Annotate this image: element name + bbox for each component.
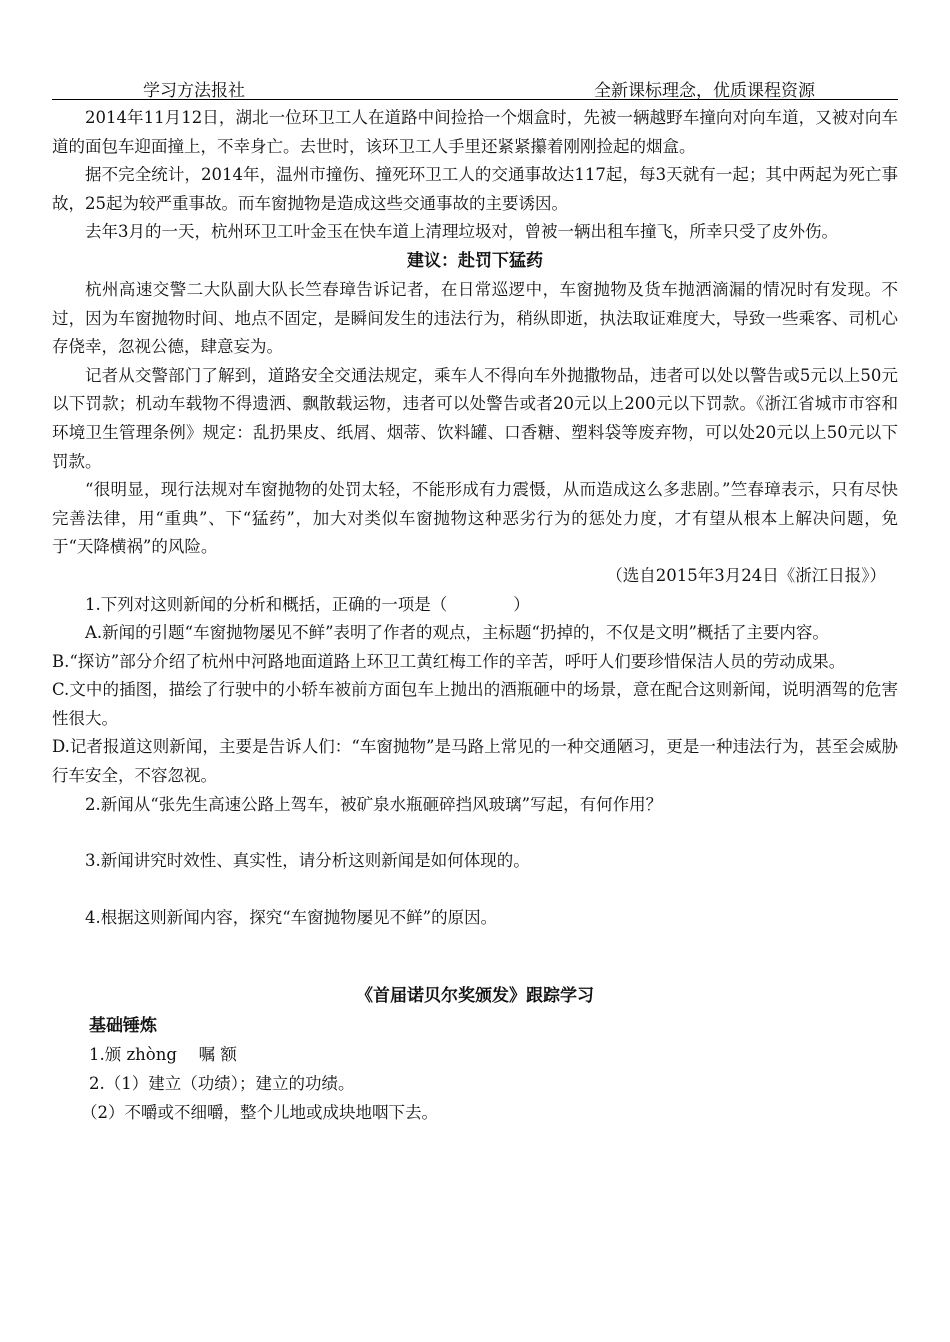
paragraph: 去年3月的一天，杭州环卫工叶金玉在快车道上清理垃圾对，曾被一辆出租车撞飞，所幸只受了皮外伤。 — [85, 222, 838, 242]
question-1-option-c: C.文中的插图，描绘了行驶中的小轿车被前方面包车上抛出的酒瓶砸中的场景，意在配合这则新闻，说明酒驾的危害性很大。 — [52, 680, 898, 728]
paragraph: 杭州高速交警二大队副大队长竺春璋告诉记者，在日常巡逻中，车窗抛物及货车抛洒滴漏的情况时有发现。不过，因为车窗抛物时间、地点不固定，是瞬间发生的违法行为，稍纵即逝，执法取证难度大，导致一些乘客、司机心存侥幸，忽视公德，肆意妄为。 — [52, 279, 898, 357]
answer-2-1: 2.（1）建立（功绩）；建立的功绩。 — [89, 1074, 355, 1094]
question-4: 4.根据这则新闻内容，探究“车窗抛物屡见不鲜”的原因。 — [85, 907, 498, 927]
source-citation: （选自2015年3月24日《浙江日报》） — [606, 565, 886, 585]
header-left-text: 学习方法报社 — [143, 81, 245, 101]
page-content — [52, 104, 898, 1127]
paragraph: 记者从交警部门了解到，道路安全交通法规定，乘车人不得向车外抛撒物品，违者可以处以警告或5元以上50元以下罚款；机动车载物不得遗洒、飘散载运物，违者可以处警告或者20元以上200元以下罚款。《浙江省城市市容和环境卫生管理条例》规定：乱扔果皮、纸屑、烟蒂、饮料罐、口香糖、塑料袋等废弃物，可以处20元以上50元以下罚款。 — [52, 365, 898, 471]
answer-2-2: （2）不嚼或不细嚼，整个儿地或成块地咽下去。 — [81, 1102, 438, 1122]
tracking-subtitle: 基础锤炼 — [89, 1016, 157, 1037]
paragraph: “很明显，现行法规对车窗抛物的处罚太轻，不能形成有力震慑，从而造成这么多悲剧。”竺春璋表示，只有尽快完善法律，用“重典”、下“猛药”，加大对类似车窗抛物这种恶劣行为的惩处力度，才有望从根本上解决问题，免于“天降横祸”的风险。 — [52, 480, 898, 557]
question-1-option-b: B.“探访”部分介绍了杭州中河路地面道路上环卫工黄红梅工作的辛苦，呼吁人们要珍惜保洁人员的劳动成果。 — [52, 651, 846, 671]
question-1-option-d: D.记者报道这则新闻，主要是告诉人们：“车窗抛物”是马路上常见的一种交通陋习，更是一种违法行为，甚至会威胁行车安全，不容忽视。 — [52, 737, 898, 786]
question-3: 3.新闻讲究时效性、真实性，请分析这则新闻是如何体现的。 — [85, 851, 530, 871]
answer-1: 1.颁 zhòng 嘱 额 — [89, 1045, 237, 1065]
header-rule — [52, 99, 898, 100]
paragraph: 2014年11月12日，湖北一位环卫工人在道路中间捡拾一个烟盒时，先被一辆越野车撞向对向车道，又被对向车道的面包车迎面撞上，不幸身亡。去世时，该环卫工人手里还紧紧攥着刚刚捡起的烟盒。 — [52, 108, 898, 156]
question-2: 2.新闻从“张先生高速公路上驾车，被矿泉水瓶砸碎挡风玻璃”写起，有何作用？ — [85, 794, 663, 814]
tracking-title: 《首届诺贝尔奖颁发》跟踪学习 — [356, 986, 594, 1007]
section-heading: 建议：赴罚下猛药 — [407, 250, 543, 271]
question-1-stem: 1.下列对这则新闻的分析和概括，正确的一项是（ ） — [85, 594, 530, 614]
paragraph: 据不完全统计，2014年，温州市撞伤、撞死环卫工人的交通事故达117起，每3天就有一起；其中两起为死亡事故，25起为较严重事故。而车窗抛物是造成这些交通事故的主要诱因。 — [52, 165, 898, 213]
question-1-option-a: A.新闻的引题“车窗抛物屡见不鲜”表明了作者的观点，主标题“扔掉的，不仅是文明”概括了主要内容。 — [85, 623, 829, 643]
header-right-text: 全新课标理念，优质课程资源 — [594, 81, 815, 101]
